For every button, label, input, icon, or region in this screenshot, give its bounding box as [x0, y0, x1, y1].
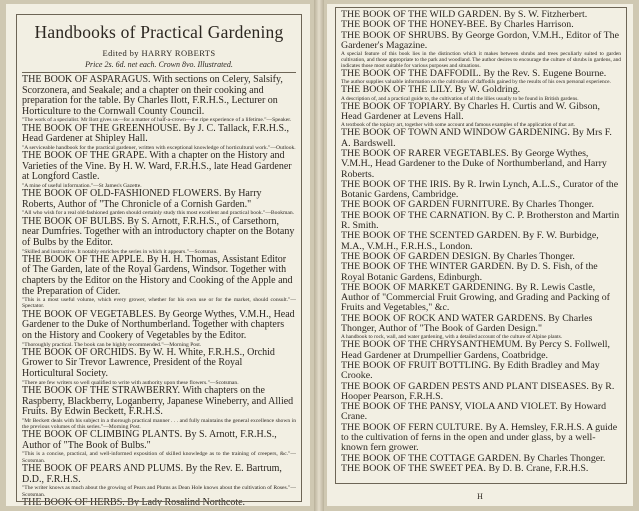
book-entry: THE BOOK OF HERBS. By Lady Rosalind Northcote.: [22, 496, 246, 506]
book-entry: THE BOOK OF THE WILD GARDEN. By S. W. Fitzherbert.: [341, 9, 588, 20]
book-review: "A serviceable handbook for the practical gardener, written with exceptional knowledge of horticultural work."—Outlook.: [22, 144, 296, 151]
book-entry: THE BOOK OF TOPIARY. By Charles H. Curtis and W. Gibson, Head Gardener at Levens Hall.: [341, 100, 600, 123]
book-review: "Skilled and instructive. It notably enriches the series in which it appears."—Scotsman.: [22, 248, 218, 255]
book-entry: THE BOOK OF GARDEN FURNITURE. By Charles Thonger.: [341, 199, 594, 211]
book-review: A description of, and a practical guide to, the cultivation of all the lilies usually to be found in British gardens.: [341, 95, 579, 102]
left-page: [6, 4, 310, 506]
book-review: "Thoroughly practical. The book can be highly recommended."—Morning Post.: [22, 341, 202, 348]
book-review: "There are few writers so well qualified to write with authority upon these flowers."—Scotsman.: [22, 379, 239, 386]
book-entry: THE BOOK OF THE SCENTED GARDEN. By F. W. Burbidge, M.A., V.M.H., F.R.H.S., London.: [341, 230, 599, 252]
book-entry: THE BOOK OF ASPARAGUS. With sections on Celery, Salsify, Scorzonera, and Seakale; and a chapter on their cooking and preparation for the table. By Charles Ilott, F.R.H.S., Lecturer on Horticulture to the Cornwall County Council.: [22, 74, 283, 117]
book-list-left: [22, 75, 296, 506]
book-entry: THE BOOK OF GARDEN DESIGN. By Charles Thonger.: [341, 250, 575, 262]
book-review: "Mr Beckett deals with his subject in a thorough practical manner . . . and fully maintains the general excellence shown in the previous volumes of this series."—Morning Post.: [22, 417, 296, 430]
book-entry: THE BOOK OF THE LILY. By W. Goldring.: [341, 84, 521, 96]
book-review: "All who wish for a real old-fashioned garden should certainly study this most excellent and practical book."—Bookman.: [22, 210, 295, 217]
book-entry: THE BOOK OF THE HONEY-BEE. By Charles Harrison.: [341, 19, 574, 31]
book-spine: [314, 0, 324, 511]
book-entry: THE BOOK OF FERN CULTURE. By A. Hemsley, F.R.H.S. A guide to the cultivation of ferns in the open and under glass, by a well-known fern grower.: [341, 421, 618, 454]
book-entry: THE BOOK OF THE GREENHOUSE. By J. C. Tallack, F.R.H.S., Head Gardener at Shipley Hall.: [22, 122, 290, 145]
book-entry: THE BOOK OF THE SWEET PEA. By D. B. Crane, F.R.H.S.: [341, 462, 589, 474]
book-entry: THE BOOK OF THE DAFFODIL. By the Rev. S. Eugene Bourne.: [341, 68, 607, 80]
book-review: A textbook of the topiary art, together with some account and famous examples of the application of that art.: [341, 122, 576, 129]
book-entry: THE BOOK OF ROCK AND WATER GARDENS. By Charles Thonger, Author of "The Book of Garden Design.": [341, 312, 593, 335]
book-entry: THE BOOK OF THE WINTER GARDEN. By D. S. Fish, of the Royal Botanic Gardens, Edinburgh.: [341, 261, 598, 283]
book-entry: THE BOOK OF VEGETABLES. By George Wythes, V.M.H., Head Gardener to the Duke of Northumberland. Together with chapters on the History and Cookery of Vegetables by the Editor.: [22, 308, 295, 341]
advert-header: [22, 22, 296, 69]
book-entry: THE BOOK OF FRUIT BOTTLING. By Edith Bradley and May Crooke.: [341, 359, 600, 382]
series-editor: Edited by HARRY ROBERTS: [102, 48, 216, 58]
book-entry: THE BOOK OF THE CARNATION. By C. P. Brotherston and Martin R. Smith.: [341, 209, 620, 232]
book-review: The author supplies valuable information on the cultivation of daffodils gained by the results of his own personal experience.: [341, 79, 611, 86]
book-entry: THE BOOK OF BULBS. By S. Arnott, F.R.H.S., of Carsethorn, near Dumfries. Together with an introductory chapter on the Botany of Bulbs by the Editor.: [22, 215, 295, 248]
series-price: Price 2s. 6d. net each. Crown 8vo. Illustrated.: [85, 60, 233, 69]
book-entry: THE BOOK OF PEARS AND PLUMS. By the Rev. E. Bartrum, D.D., F.R.H.S.: [22, 463, 282, 485]
book-review: "This is a most useful volume, which every grower, whether for his own use or for the market, should consult."—Spectator.: [22, 297, 296, 310]
book-entry: THE BOOK OF MARKET GARDENING. By R. Lewis Castle, Author of "Commercial Fruit Growing, and Grading and Packing of Fruits and Vegetables," &c.: [341, 281, 610, 314]
book-review: "The work of a specialist. Mr Ilott gives us—for a matter of half-a-crown—the ripe experience of a lifetime."—Speaker.: [22, 117, 292, 124]
book-review: A handbook to rock, wall, and water gardening, with a detailed account of the culture of Alpine plants.: [341, 334, 563, 341]
book-entry: THE BOOK OF THE IRIS. By R. Irwin Lynch, A.L.S., Curator of the Botanic Gardens, Cambridge.: [341, 178, 619, 201]
book-entry: THE BOOK OF RARER VEGETABLES. By George Wythes, V.M.H., Head Gardener to the Duke of Northumberland, and Harry Roberts.: [341, 147, 607, 180]
book-entry: THE BOOK OF TOWN AND WINDOW GARDENING. By Mrs F. A. Bardswell.: [341, 127, 612, 149]
header-rule: [22, 72, 296, 73]
book-entry: THE BOOK OF CLIMBING PLANTS. By S. Arnott, F.R.H.S., Author of "The Book of Bulbs.": [22, 429, 277, 451]
book-entry: THE BOOK OF GARDEN PESTS AND PLANT DISEASES. By R. Hooper Pearson, F.R.H.S.: [341, 380, 615, 402]
book-entry: THE BOOK OF SHRUBS. By George Gordon, V.M.H., Editor of The Gardener's Magazine.: [341, 29, 619, 51]
book-list-right: [341, 10, 621, 474]
book-review: "The writer knows as much about the growing of Pears and Plums as Dean Hole knows about the cultivation of Roses."—Scotsman.: [22, 485, 296, 498]
book-entry: THE BOOK OF OLD-FASHIONED FLOWERS. By Harry Roberts, Author of "The Chronicle of a Cornish Garden.": [22, 188, 262, 210]
book-entry: THE BOOK OF THE PANSY, VIOLA AND VIOLET. By Howard Crane.: [341, 401, 607, 423]
book-entry: THE BOOK OF THE APPLE. By H. H. Thomas, Assistant Editor of The Garden, late of the Royal Gardens, Windsor. Together with chapters by the Editor on the History and Cooking of the Apple and the Preparation of Cider.: [22, 253, 293, 297]
book-entry: THE BOOK OF THE COTTAGE GARDEN. By Charles Thonger.: [341, 452, 606, 464]
book-entry: THE BOOK OF ORCHIDS. By W. H. White, F.R.H.S., Orchid Grower to Sir Trevor Lawrence, President of the Royal Horticultural Society.: [22, 346, 275, 380]
book-review: "A mine of useful information."—St James's Gazette.: [22, 182, 142, 189]
book-entry: THE BOOK OF THE CHRYSANTHEMUM. By Percy S. Follwell, Head Gardener at Drumpellier Gardens, Coatbridge.: [341, 339, 610, 361]
book-review: "This is a concise, practical, and well-informed exposition of skilled knowledge as to the training of creepers, &c."—Scotsman.: [22, 451, 296, 464]
page-number: H: [477, 492, 483, 501]
right-page: [327, 4, 633, 506]
series-title: Handbooks of Practical Gardening: [34, 22, 284, 42]
book-entry: THE BOOK OF THE STRAWBERRY. With chapters on the Raspberry, Blackberry, Loganberry, Japanese Wineberry, and Allied Fruits. By Edwin Beckett, F.R.H.S.: [22, 384, 294, 418]
book-entry: THE BOOK OF THE GRAPE. With a chapter on the History and Varieties of the Vine. By H. W. Ward, F.R.H.S., late Head Gardener at Longford Castle.: [22, 150, 292, 183]
book-review: A special feature of this book lies in the distinction which it makes between shrubs and trees peculiarly suited to garden cultivation, and those appropriate to the park and woodland. The author desires to encourage the culture of shrubs in gardens, and indicates those most suitable for various purposes and situations.: [341, 51, 621, 70]
